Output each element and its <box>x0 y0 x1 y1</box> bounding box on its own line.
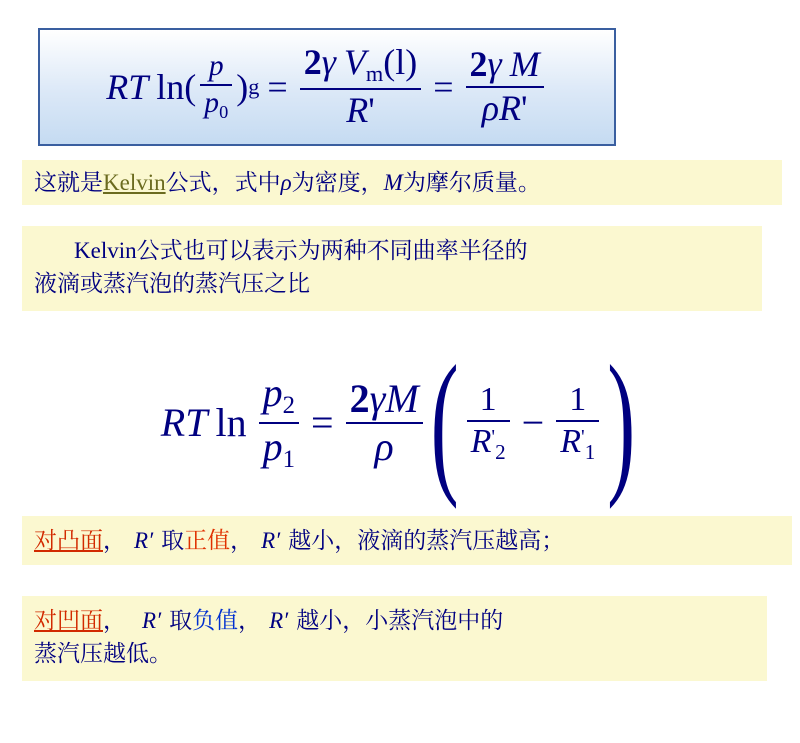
text-segment-2: 公式，式中 <box>165 170 281 195</box>
line3-tail: 越小，液滴的蒸汽压越高； <box>288 528 565 553</box>
formula-box-kelvin <box>38 28 616 146</box>
formula2-equals: = <box>311 400 334 445</box>
formula2-p2: p2 <box>262 369 295 420</box>
formula-equals-2: = <box>433 66 454 107</box>
line4-second-line: 蒸汽压越低。 <box>34 641 172 667</box>
line4-symbol-r-2: R′ <box>269 608 289 633</box>
formula2-one-over-r1 <box>556 382 599 463</box>
line4-symbol-r-1: R′ <box>142 608 162 633</box>
formula2-r2-prime: R'2 <box>470 422 506 464</box>
formula-p-over-p0 <box>200 51 232 122</box>
formula-middle-numerator: 2γ Vm(l) <box>303 42 418 87</box>
symbol-m: M <box>383 170 403 195</box>
line3-comma-1: ， <box>103 528 126 553</box>
line3-symbol-r-2: R′ <box>261 528 281 553</box>
formula2-open-paren: ( <box>430 334 459 511</box>
negative-value-emphasis: 负值 <box>192 608 239 633</box>
kelvin-link[interactable]: Kelvin <box>103 170 166 195</box>
convex-label: 对凸面 <box>34 528 103 553</box>
positive-value-emphasis: 正值 <box>184 528 231 553</box>
formula-middle-fraction <box>300 44 422 129</box>
formula2-coefficient-numerator: 2γM <box>349 375 419 421</box>
formula-middle-denominator: R' <box>346 89 375 130</box>
line4-verb: 取 <box>169 608 193 633</box>
kelvin-description-line <box>22 160 782 205</box>
kelvin-ratio-paragraph <box>22 226 762 311</box>
formula-p0: p0 <box>204 87 229 123</box>
formula2-minus: − <box>521 400 545 445</box>
formula2-ln: ln <box>215 400 247 445</box>
formula2-coefficient-fraction <box>346 375 423 469</box>
formula2-coefficient-denominator: ρ <box>374 423 394 469</box>
formula2-rt: RT <box>160 400 208 445</box>
formula2-r1-prime: R'1 <box>560 422 596 464</box>
line4-comma-1: ， <box>103 608 126 633</box>
fraction-bar <box>467 420 510 422</box>
formula-subscript-g: g <box>248 73 260 99</box>
formula2-p2-over-p1 <box>259 369 299 474</box>
formula-kelvin-equation <box>106 44 547 129</box>
formula2-numerator-one-a: 1 <box>479 381 497 419</box>
concave-surface-statement <box>22 596 767 681</box>
formula-open-paren: ( <box>184 66 197 107</box>
convex-surface-statement <box>22 516 792 565</box>
formula2-close-paren: ) <box>607 334 636 511</box>
formula-right-denominator: ρR' <box>481 87 528 128</box>
line3-verb: 取 <box>161 528 185 553</box>
formula-kelvin-ratio <box>100 334 700 511</box>
concave-label: 对凹面 <box>34 608 103 633</box>
fraction-bar <box>200 84 232 86</box>
formula-ratio-equation <box>160 334 639 511</box>
text-segment-4: 为摩尔质量。 <box>402 170 541 195</box>
formula2-one-over-r2 <box>467 382 510 463</box>
formula-right-numerator: 2γ M <box>469 44 540 85</box>
text-segment-1: 这就是 <box>34 170 103 195</box>
line4-comma-2: ， <box>238 608 262 633</box>
symbol-rho: ρ <box>280 170 292 195</box>
text-segment-3: 为密度， <box>291 170 384 195</box>
line3-symbol-r-1: R′ <box>134 528 154 553</box>
paragraph-line-2: 液滴或蒸汽泡的蒸汽压之比 <box>34 271 310 297</box>
formula-p0-sub: 0 <box>219 102 229 123</box>
formula-ln: ln <box>156 66 185 107</box>
formula-close-paren: ) <box>236 66 249 107</box>
formula2-p1: p1 <box>262 423 295 474</box>
formula2-numerator-one-b: 1 <box>569 381 587 419</box>
formula-p: p <box>208 50 224 83</box>
formula-right-fraction <box>466 46 544 128</box>
line3-comma-2: ， <box>230 528 254 553</box>
formula-equals-1: = <box>267 66 288 107</box>
formula-rt: RT <box>106 66 149 107</box>
line4-tail: 越小，小蒸汽泡中的 <box>296 608 504 633</box>
paragraph-line-1: Kelvin公式也可以表示为两种不同曲率半径的 <box>74 238 528 263</box>
fraction-bar <box>556 420 599 422</box>
